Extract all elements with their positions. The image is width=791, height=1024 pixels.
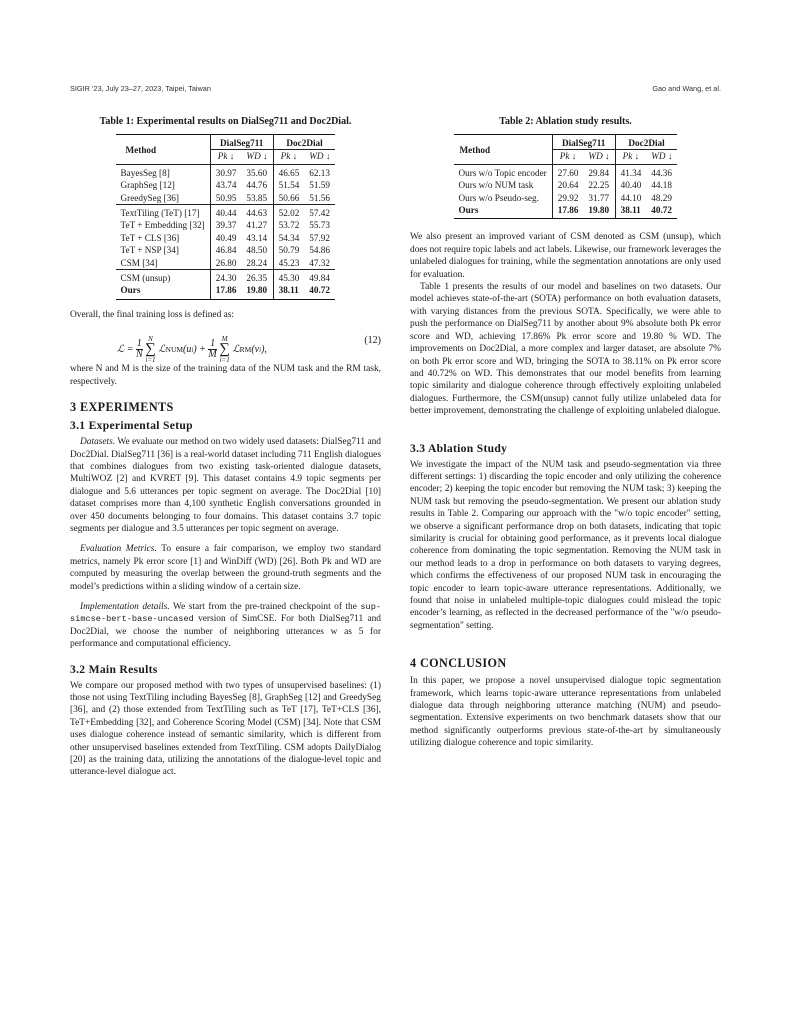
- table2-value-cell: 41.34: [615, 164, 646, 179]
- table1-value-cell: 62.13: [304, 164, 335, 179]
- table1-value-cell: 44.76: [246, 180, 268, 191]
- table2-value-cell: 31.77: [588, 192, 610, 203]
- table1-value-cell: 40.49: [210, 232, 241, 244]
- table1-dataset-header: DialSeg711: [210, 135, 273, 150]
- table1-value-cell: 40.44: [210, 205, 241, 220]
- table1-value-cell: 57.92: [309, 232, 330, 243]
- table2-row: [454, 179, 678, 191]
- implementation-paragraph: [70, 601, 381, 651]
- datasets-paragraph: [70, 436, 381, 535]
- table1-value-cell: 39.37: [210, 219, 241, 231]
- table1-value-cell: 50.95: [210, 192, 241, 205]
- table2-method-cell: Ours w/o NUM task: [458, 180, 534, 191]
- table1-metric-header: Pk ↓: [210, 150, 241, 164]
- table2-row: [454, 204, 678, 219]
- table1-row: [116, 205, 336, 220]
- table1-value-cell: 51.56: [309, 192, 330, 203]
- loss-after: where N and M is the size of the training data of the NUM task and the RM task, respectively.: [70, 364, 381, 387]
- table1-metric-header: WD ↓: [241, 150, 273, 164]
- table1-method-cell: TextTiling (TeT) [17]: [116, 205, 211, 220]
- csm-unsup-paragraph: We also present an improved variant of CSM denoted as CSM (unsup), which does not require topic labels and act labels. Likewise, our framework leverages the unlabeled dialogues for training, while the segmentation annotations are only used for evaluation.: [410, 232, 721, 280]
- main-results-discussion: Table 1 presents the results of our model and baselines on two datasets. Our model achieves state-of-the-art (SOTA) performance on both evaluation datasets, with varying distances from the previous SOTA. Specifically, we were able to push the performance on DialSeg711 by another about 9% absolute both Pk error score and WD, achieving 17.86% Pk error score and 19.80 % WD. The improvements on Doc2Dial, a more complex and larger dataset, are absolute 7% on both Pk error score and WD, bringing the SOTA to 38.11% on Pk error score and 40.72% on WD. This demonstrates that our model benefits from learning topic similarity and dialogue coherence through effectively exploiting unlabeled dialogues. Furthermore, the CSM(unsup) cannot fully utilize unlabeled data for better improvement, demonstrating the challenge of exploiting unlabeled dialogue.: [410, 282, 721, 417]
- table2-value-cell: 19.80: [583, 204, 615, 219]
- table1-value-cell: 28.24: [246, 257, 268, 268]
- equation-number: (12): [364, 335, 381, 347]
- impl-text-2: version of SimCSE. For both DialSeg711 and Doc2Dial, we choose the number of neighboring utterances w as 5 for performance and computational efficiency.: [70, 614, 381, 650]
- metrics-text: To ensure a fair comparison, we employ two standard metrics, namely Pk error score [1] and WinDiff (WD) [26]. Both Pk and WD are computed by measuring the overlap between the ground-truth segments and the model’s predictions within a sliding window of a certain size.: [70, 544, 381, 592]
- running-header-right: Gao and Wang, et al.: [652, 84, 721, 93]
- ablation-paragraph: We investigate the impact of the NUM task and pseudo-segmentation via three different settings: 1) discarding the topic encoder and only utilizing the coherence encoder; 2) keeping the topic encoder but removing the NUM task; 3) keeping the NUM task but removing the pseudo-segmentation. We present our ablation study results in Table 2. Comparing our approach with the "w/o topic encoder" setting, we observe a significant performance drop on both datasets, indicating that topic similarity is crucial for obtaining good performance, as it prevents local dialogue coherence from dominating the topic segmentation. Removing the NUM task in our method leads to a drop in performance on both datasets to varying degrees, which confirms the effectiveness of our proposed NUM task in encouraging the topic encoder to learn topic-aware utterance representations. Additionally, we found that noise in unlabeled multiple-topic dialogues could mislead the topic encoder’s learning, as reflected in the decreased performance of the "w/o pseudo-segmentation" setting.: [410, 459, 721, 631]
- table1-value-cell: 45.23: [273, 257, 304, 270]
- table1-value-cell: 44.63: [241, 205, 273, 220]
- table1-value-cell: 43.74: [210, 179, 241, 191]
- table2: [454, 134, 678, 219]
- table1-value-cell: 46.84: [210, 244, 241, 256]
- table1-method-cell: TeT + Embedding [32]: [120, 220, 205, 231]
- table1-value-cell: 53.72: [273, 219, 304, 231]
- table2-metric-header: WD ↓: [646, 150, 677, 164]
- table1-row: [116, 244, 336, 256]
- table1-value-cell: 51.54: [273, 179, 304, 191]
- table2-dataset-header: DialSeg711: [552, 135, 615, 150]
- table2-value-cell: 48.29: [651, 192, 672, 203]
- table1-method-cell: CSM [34]: [120, 257, 158, 268]
- section-3-heading: 3 EXPERIMENTS: [70, 400, 174, 415]
- table2-method-cell: Ours w/o Pseudo-seg.: [458, 192, 539, 203]
- right-column: [410, 116, 721, 750]
- datasets-text: We evaluate our method on two widely used datasets: DialSeg711 and Doc2Dial. DialSeg711 [36] is a real-world dataset including 711 English dialogues that combines dialogues from two existing task-oriented dialogue datasets, MultiWOZ [2] and KVRET [9]. This dataset contains 4.9 topic segments per dialogue and 5.6 utterances per topic segment on average. The Doc2Dial [10] dataset comprises more than 4,100 synthetic English conversations grounded in over 450 documents belonging to four domains. This dataset contains 3.7 topic segments per dialogue and 3.5 utterances per topic segment on average.: [70, 437, 381, 534]
- table1-value-cell: 54.34: [273, 232, 304, 244]
- table1-row: [116, 284, 336, 299]
- table1-method-cell: TeT + CLS [36]: [120, 232, 180, 243]
- table2-value-cell: 29.84: [583, 164, 615, 179]
- table2-value-cell: 40.72: [646, 204, 677, 219]
- table2-row: [454, 164, 678, 179]
- section-4-heading: 4 CONCLUSION: [410, 656, 507, 671]
- table2-caption: Table 2: Ablation study results.: [499, 116, 632, 127]
- table1-value-cell: 30.97: [210, 164, 241, 179]
- table1-row: [116, 219, 336, 231]
- table1-row: [116, 192, 336, 205]
- table1-method-cell: TeT + NSP [34]: [120, 245, 179, 256]
- table1-method-cell: GraphSeg [12]: [120, 180, 175, 191]
- table2-value-cell: 44.36: [646, 164, 677, 179]
- table1-row: [116, 164, 336, 179]
- table1-value-cell: 19.80: [241, 284, 273, 299]
- table1-value-cell: 43.14: [246, 232, 268, 243]
- table2-metric-header: WD ↓: [583, 150, 615, 164]
- table1-row: [116, 270, 336, 285]
- impl-lead: Implementation details.: [80, 601, 170, 612]
- table1-value-cell: 26.35: [241, 270, 273, 285]
- table1-method-cell: BayesSeg [8]: [116, 164, 211, 179]
- table2-metric-header: Pk ↓: [615, 150, 646, 164]
- table2-value-cell: 44.10: [615, 192, 646, 204]
- table1-metric-header: Pk ↓: [273, 150, 304, 164]
- table1-metric-header: WD ↓: [304, 150, 335, 164]
- table1-value-cell: 41.27: [246, 220, 268, 231]
- section-3-2-heading: 3.2 Main Results: [70, 662, 158, 676]
- running-header-left: SIGIR ’23, July 23–27, 2023, Taipei, Taiwan: [70, 84, 211, 93]
- conclusion-paragraph: In this paper, we propose a novel unsupervised dialogue topic segmentation framework, which learns topic-aware utterance representations from unlabeled dialogue data through neighboring utterance matching (NUM) and pseudo-segmentation. Extensive experiments on two benchmark datasets show that our method significantly outperforms previous state-of-the-art by simultaneously utilizing dialogue coherence and topic similarity.: [410, 676, 721, 749]
- table1-value-cell: 47.32: [309, 257, 330, 268]
- table2-value-cell: 44.18: [651, 180, 672, 191]
- table1-value-cell: 38.11: [273, 284, 304, 299]
- table1-row: [116, 179, 336, 191]
- left-column: [70, 116, 381, 779]
- table2-value-cell: 29.92: [552, 192, 583, 204]
- table1-value-cell: 49.84: [304, 270, 335, 285]
- equation-math: ℒ = $\frac{1}{N}$ N ∑ i=1 ℒNUM(ui) + $\frac{1}{M}$ M ∑ i=1 ℒRM(vi),: [117, 335, 267, 365]
- table2-value-cell: 40.40: [615, 179, 646, 191]
- table1-value-cell: 50.66: [273, 192, 304, 205]
- datasets-lead: Datasets.: [80, 437, 116, 448]
- table1-method-cell: CSM (unsup): [116, 270, 211, 285]
- table2-value-cell: 27.60: [552, 164, 583, 179]
- section-3-3-heading: 3.3 Ablation Study: [410, 441, 508, 455]
- table1-method-cell: Ours: [116, 284, 211, 299]
- metrics-paragraph: [70, 543, 381, 593]
- table1-value-cell: 57.42: [304, 205, 335, 220]
- table2-value-cell: 38.11: [615, 204, 646, 219]
- table1-method-header: Method: [116, 135, 211, 165]
- main-results-paragraph: We compare our proposed method with two types of unsupervised baselines: (1) those not using TextTiling including BayesSeg [8], GraphSeg [12] and GreedySeg [36], and (2) those extended from TextTiling such as TeT [17], TeT+CLS [36], TeT+Embedding [32], and Coherence Scoring Model (CSM) [34]. Note that CSM uses dialogue coherence instead of semantic similarity, which is different from other unsupervised baselines extended from TextTiling. CSM adopts DailyDialog [20] as the training data, utilizing the annotations of the dialogue-level topic and utterance-level dialogue act.: [70, 680, 381, 778]
- table1-value-cell: 46.65: [273, 164, 304, 179]
- table2-value-cell: 22.25: [588, 180, 610, 191]
- table1-value-cell: 52.02: [273, 205, 304, 220]
- section-3-1-heading: 3.1 Experimental Setup: [70, 419, 193, 433]
- table1-value-cell: 54.86: [309, 245, 330, 256]
- table1-value-cell: 55.73: [309, 220, 330, 231]
- table1-row: [116, 232, 336, 244]
- table2-method-cell: Ours w/o Topic encoder: [454, 164, 553, 179]
- table1-value-cell: 48.50: [246, 245, 268, 256]
- table2-value-cell: 17.86: [552, 204, 583, 219]
- table1-value-cell: 35.60: [241, 164, 273, 179]
- table2-metric-header: Pk ↓: [552, 150, 583, 164]
- table2-dataset-header: Doc2Dial: [615, 135, 677, 150]
- table1: [116, 134, 336, 300]
- table1-caption: Table 1: Experimental results on DialSeg711 and Doc2Dial.: [99, 116, 352, 127]
- table1-row: [116, 257, 336, 270]
- table1-method-cell: GreedySeg [36]: [120, 192, 179, 203]
- table1-value-cell: 24.30: [210, 270, 241, 285]
- table1-value-cell: 40.72: [304, 284, 335, 299]
- loss-intro: Overall, the final training loss is defined as:: [70, 309, 235, 320]
- table2-method-cell: Ours: [454, 204, 553, 219]
- metrics-lead: Evaluation Metrics.: [80, 544, 157, 555]
- loss-equation: [70, 321, 381, 363]
- table1-value-cell: 53.85: [246, 192, 268, 203]
- table1-value-cell: 51.59: [309, 180, 330, 191]
- table1-value-cell: 17.86: [210, 284, 241, 299]
- impl-code: sup-simcse-bert-base-uncased: [70, 601, 382, 625]
- table1-dataset-header: Doc2Dial: [273, 135, 335, 150]
- table2-method-header: Method: [454, 135, 553, 165]
- table1-value-cell: 26.80: [210, 257, 241, 270]
- impl-text-1: We start from the pre-trained checkpoint of the: [169, 601, 361, 612]
- table2-value-cell: 20.64: [552, 179, 583, 191]
- table2-row: [454, 192, 678, 204]
- table1-value-cell: 50.79: [273, 244, 304, 256]
- table1-value-cell: 45.30: [273, 270, 304, 285]
